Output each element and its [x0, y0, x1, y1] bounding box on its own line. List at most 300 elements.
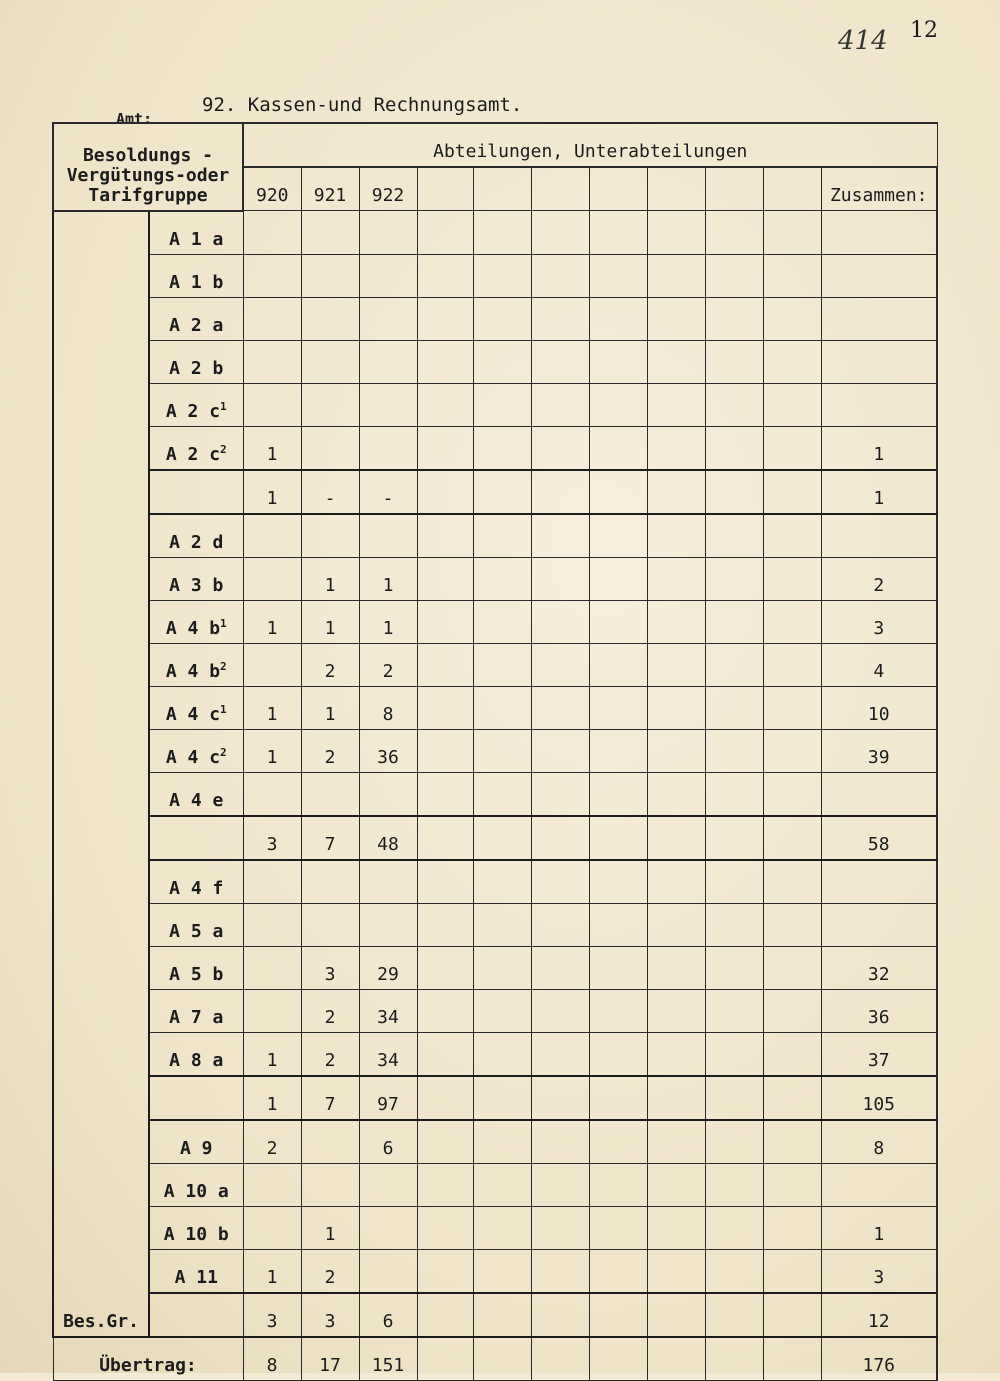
col-empty [763, 167, 821, 211]
empty-cell [647, 1293, 705, 1337]
value-cell-921: 2 [301, 989, 359, 1032]
empty-cell [473, 297, 531, 340]
empty-cell [417, 600, 473, 643]
empty-cell [647, 1032, 705, 1076]
col-922: 922 [359, 167, 417, 211]
col-921: 921 [301, 167, 359, 211]
empty-cell [473, 340, 531, 383]
empty-cell [417, 470, 473, 514]
total-cell: 58 [821, 816, 937, 860]
value-cell-921: 2 [301, 729, 359, 772]
empty-cell [763, 729, 821, 772]
empty-cell [417, 211, 473, 255]
value-cell-922 [359, 426, 417, 470]
value-cell-921: 2 [301, 1032, 359, 1076]
empty-cell [589, 903, 647, 946]
empty-cell [763, 254, 821, 297]
value-cell-920: 1 [243, 470, 301, 514]
table-row [53, 340, 937, 383]
empty-cell [473, 1249, 531, 1293]
value-cell-921: 3 [301, 946, 359, 989]
value-cell-922 [359, 383, 417, 426]
value-cell-922: 1 [359, 600, 417, 643]
value-cell-921 [301, 1120, 359, 1164]
salary-group-cell: A 4 $c^2$ [149, 729, 243, 772]
empty-cell [473, 254, 531, 297]
empty-cell [705, 772, 763, 816]
salary-group-cell: A 11 [149, 1249, 243, 1293]
table-row [53, 1249, 937, 1293]
subtotal-row [53, 470, 937, 514]
empty-cell [647, 686, 705, 729]
total-cell: 12 [821, 1293, 937, 1337]
empty-cell [705, 1076, 763, 1120]
empty-cell [589, 297, 647, 340]
empty-cell [763, 557, 821, 600]
empty-cell [531, 903, 589, 946]
empty-cell [589, 211, 647, 255]
empty-cell [589, 860, 647, 904]
empty-cell [417, 1337, 473, 1381]
salary-group-table [52, 122, 938, 1381]
empty-cell [589, 946, 647, 989]
salary-group-cell: A 10 a [149, 1163, 243, 1206]
value-cell-922: 6 [359, 1293, 417, 1337]
value-cell-920 [243, 772, 301, 816]
value-cell-920: 1 [243, 686, 301, 729]
salary-group-cell: A 4 $b^2$ [149, 643, 243, 686]
table-row [53, 254, 937, 297]
salary-group-cell: A 4 $c^1$ [149, 686, 243, 729]
empty-cell [705, 946, 763, 989]
salary-group-cell: A 1 a [149, 211, 243, 255]
col-empty [589, 167, 647, 211]
subtotal-row [53, 816, 937, 860]
empty-cell [763, 1032, 821, 1076]
value-cell-920 [243, 1163, 301, 1206]
empty-cell [763, 816, 821, 860]
amt-title: 92. Kassen-und Rechnungsamt. [202, 94, 523, 116]
empty-cell [647, 470, 705, 514]
empty-cell [589, 989, 647, 1032]
value-cell-921: 1 [301, 1206, 359, 1249]
empty-cell [647, 211, 705, 255]
total-cell [821, 903, 937, 946]
empty-cell [647, 600, 705, 643]
empty-cell [531, 772, 589, 816]
empty-cell [647, 816, 705, 860]
empty-cell [417, 946, 473, 989]
table-row [53, 383, 937, 426]
empty-cell [473, 1032, 531, 1076]
empty-cell [647, 1163, 705, 1206]
carryover-value-920: 8 [243, 1337, 301, 1381]
besgr-label: Bes.Gr. [53, 211, 149, 1337]
empty-cell [531, 600, 589, 643]
value-cell-921: 2 [301, 643, 359, 686]
salary-group-cell: A 5 b [149, 946, 243, 989]
empty-cell [705, 860, 763, 904]
salary-group-cell: A 1 b [149, 254, 243, 297]
salary-group-cell: A 8 a [149, 1032, 243, 1076]
value-cell-921 [301, 254, 359, 297]
empty-cell [647, 946, 705, 989]
empty-cell [531, 1293, 589, 1337]
empty-cell [473, 729, 531, 772]
value-cell-922: 2 [359, 643, 417, 686]
table-row [53, 946, 937, 989]
value-cell-922: 1 [359, 557, 417, 600]
value-cell-920: 1 [243, 1032, 301, 1076]
empty-cell [589, 1032, 647, 1076]
total-cell: 36 [821, 989, 937, 1032]
salary-group-cell: A 7 a [149, 989, 243, 1032]
empty-cell [473, 470, 531, 514]
salary-group-cell [149, 1293, 243, 1337]
table-row [53, 600, 937, 643]
empty-cell [589, 514, 647, 558]
value-cell-921: 3 [301, 1293, 359, 1337]
table-row [53, 686, 937, 729]
folio-number: 414 [838, 26, 888, 56]
empty-cell [417, 686, 473, 729]
value-cell-921: 1 [301, 686, 359, 729]
carryover-row [53, 1337, 937, 1381]
total-cell: 1 [821, 426, 937, 470]
empty-cell [473, 557, 531, 600]
empty-cell [647, 643, 705, 686]
empty-cell [417, 340, 473, 383]
value-cell-922 [359, 772, 417, 816]
empty-cell [763, 643, 821, 686]
empty-cell [589, 1206, 647, 1249]
empty-cell [589, 1249, 647, 1293]
carryover-total: 176 [821, 1337, 937, 1381]
salary-group-cell: A 2 a [149, 297, 243, 340]
empty-cell [589, 600, 647, 643]
empty-cell [473, 946, 531, 989]
table-row [53, 1206, 937, 1249]
salary-group-cell: A 4 e [149, 772, 243, 816]
empty-cell [763, 860, 821, 904]
value-cell-922 [359, 211, 417, 255]
total-heading: Zusammen: [821, 167, 937, 211]
value-cell-921 [301, 514, 359, 558]
empty-cell [417, 643, 473, 686]
empty-cell [647, 383, 705, 426]
total-cell: 10 [821, 686, 937, 729]
empty-cell [531, 816, 589, 860]
amt-label: Amt: [116, 110, 153, 128]
empty-cell [647, 1249, 705, 1293]
value-cell-921: 2 [301, 1249, 359, 1293]
empty-cell [473, 1206, 531, 1249]
empty-cell [417, 514, 473, 558]
empty-cell [531, 557, 589, 600]
empty-cell [589, 557, 647, 600]
empty-cell [531, 1249, 589, 1293]
value-cell-920 [243, 946, 301, 989]
empty-cell [647, 772, 705, 816]
value-cell-922: 29 [359, 946, 417, 989]
salary-group-cell: A 3 b [149, 557, 243, 600]
empty-cell [763, 514, 821, 558]
empty-cell [589, 1163, 647, 1206]
table-row [53, 729, 937, 772]
empty-cell [647, 254, 705, 297]
total-cell [821, 860, 937, 904]
empty-cell [531, 383, 589, 426]
empty-cell [763, 989, 821, 1032]
empty-cell [589, 643, 647, 686]
value-cell-922: 48 [359, 816, 417, 860]
empty-cell [763, 686, 821, 729]
empty-cell [473, 1076, 531, 1120]
empty-cell [647, 557, 705, 600]
empty-cell [531, 297, 589, 340]
total-cell: 4 [821, 643, 937, 686]
empty-cell [589, 383, 647, 426]
empty-cell [763, 772, 821, 816]
empty-cell [763, 903, 821, 946]
salary-group-cell: A 2 $c^2$ [149, 426, 243, 470]
value-cell-920 [243, 514, 301, 558]
empty-cell [705, 989, 763, 1032]
departments-heading: Abteilungen, Unterabteilungen [243, 123, 937, 167]
empty-cell [531, 643, 589, 686]
salary-group-cell: A 4 f [149, 860, 243, 904]
total-cell: 2 [821, 557, 937, 600]
empty-cell [417, 1249, 473, 1293]
value-cell-922: 8 [359, 686, 417, 729]
empty-cell [763, 1249, 821, 1293]
empty-cell [473, 426, 531, 470]
empty-cell [417, 1032, 473, 1076]
table-row [53, 772, 937, 816]
group-heading: Besoldungs - Vergütungs-oder Tarifgruppe [53, 123, 243, 211]
total-cell [821, 514, 937, 558]
table-row [53, 426, 937, 470]
value-cell-921 [301, 383, 359, 426]
empty-cell [647, 729, 705, 772]
empty-cell [705, 816, 763, 860]
empty-cell [705, 1163, 763, 1206]
empty-cell [763, 1206, 821, 1249]
value-cell-921: 1 [301, 600, 359, 643]
table-row [53, 860, 937, 904]
empty-cell [417, 989, 473, 1032]
value-cell-922 [359, 340, 417, 383]
value-cell-920 [243, 340, 301, 383]
empty-cell [589, 470, 647, 514]
table-row [53, 211, 937, 255]
empty-cell [705, 600, 763, 643]
empty-cell [417, 860, 473, 904]
empty-cell [473, 989, 531, 1032]
empty-cell [647, 297, 705, 340]
carryover-value-921: 17 [301, 1337, 359, 1381]
empty-cell [473, 816, 531, 860]
value-cell-920: 3 [243, 816, 301, 860]
empty-cell [417, 297, 473, 340]
empty-cell [763, 1293, 821, 1337]
salary-group-cell: A 10 b [149, 1206, 243, 1249]
total-cell [821, 254, 937, 297]
total-cell: 32 [821, 946, 937, 989]
empty-cell [647, 1337, 705, 1381]
value-cell-920: 1 [243, 729, 301, 772]
value-cell-920 [243, 903, 301, 946]
empty-cell [763, 383, 821, 426]
empty-cell [417, 383, 473, 426]
empty-cell [473, 1337, 531, 1381]
empty-cell [705, 1206, 763, 1249]
empty-cell [763, 1163, 821, 1206]
table-row [53, 643, 937, 686]
value-cell-922 [359, 903, 417, 946]
empty-cell [531, 426, 589, 470]
empty-cell [589, 254, 647, 297]
value-cell-921 [301, 297, 359, 340]
value-cell-921 [301, 860, 359, 904]
empty-cell [705, 254, 763, 297]
empty-cell [417, 1163, 473, 1206]
value-cell-920 [243, 643, 301, 686]
empty-cell [705, 729, 763, 772]
value-cell-920: 1 [243, 1076, 301, 1120]
empty-cell [589, 1293, 647, 1337]
empty-cell [647, 426, 705, 470]
empty-cell [589, 426, 647, 470]
empty-cell [531, 1163, 589, 1206]
empty-cell [417, 729, 473, 772]
value-cell-922 [359, 860, 417, 904]
total-cell: 37 [821, 1032, 937, 1076]
table-row [53, 1163, 937, 1206]
empty-cell [705, 297, 763, 340]
empty-cell [531, 989, 589, 1032]
empty-cell [531, 1206, 589, 1249]
value-cell-921 [301, 426, 359, 470]
empty-cell [417, 426, 473, 470]
salary-group-cell: A 2 d [149, 514, 243, 558]
empty-cell [473, 1293, 531, 1337]
empty-cell [589, 1120, 647, 1164]
value-cell-922 [359, 1206, 417, 1249]
value-cell-921: 7 [301, 1076, 359, 1120]
value-cell-920: 1 [243, 600, 301, 643]
value-cell-920 [243, 1206, 301, 1249]
empty-cell [589, 729, 647, 772]
empty-cell [473, 514, 531, 558]
salary-group-cell: A 5 a [149, 903, 243, 946]
table-row [53, 1120, 937, 1164]
empty-cell [473, 1120, 531, 1164]
empty-cell [705, 643, 763, 686]
empty-cell [473, 860, 531, 904]
col-empty [705, 167, 763, 211]
table-row [53, 989, 937, 1032]
value-cell-920 [243, 211, 301, 255]
value-cell-920: 1 [243, 426, 301, 470]
value-cell-922: - [359, 470, 417, 514]
col-920: 920 [243, 167, 301, 211]
empty-cell [647, 514, 705, 558]
value-cell-922: 6 [359, 1120, 417, 1164]
value-cell-922: 34 [359, 989, 417, 1032]
empty-cell [473, 686, 531, 729]
salary-group-cell [149, 470, 243, 514]
total-cell: 3 [821, 1249, 937, 1293]
empty-cell [589, 340, 647, 383]
empty-cell [531, 514, 589, 558]
empty-cell [473, 643, 531, 686]
value-cell-922: 97 [359, 1076, 417, 1120]
table-row [53, 514, 937, 558]
empty-cell [589, 686, 647, 729]
empty-cell [417, 816, 473, 860]
value-cell-921 [301, 903, 359, 946]
empty-cell [647, 860, 705, 904]
empty-cell [763, 1337, 821, 1381]
value-cell-920 [243, 383, 301, 426]
table-row [53, 297, 937, 340]
empty-cell [531, 211, 589, 255]
total-cell: 39 [821, 729, 937, 772]
value-cell-921 [301, 340, 359, 383]
subtotal-row [53, 1293, 937, 1337]
value-cell-921 [301, 211, 359, 255]
empty-cell [647, 903, 705, 946]
salary-group-cell: A 2 $c^1$ [149, 383, 243, 426]
value-cell-922: 34 [359, 1032, 417, 1076]
value-cell-920 [243, 254, 301, 297]
empty-cell [763, 470, 821, 514]
empty-cell [531, 1337, 589, 1381]
total-cell [821, 383, 937, 426]
value-cell-921 [301, 772, 359, 816]
empty-cell [647, 1120, 705, 1164]
total-cell [821, 1163, 937, 1206]
empty-cell [589, 1076, 647, 1120]
salary-group-cell [149, 816, 243, 860]
empty-cell [647, 340, 705, 383]
salary-group-cell: A 2 b [149, 340, 243, 383]
empty-cell [417, 1293, 473, 1337]
empty-cell [647, 1206, 705, 1249]
empty-cell [705, 1293, 763, 1337]
empty-cell [473, 383, 531, 426]
value-cell-920: 2 [243, 1120, 301, 1164]
empty-cell [705, 1249, 763, 1293]
empty-cell [589, 772, 647, 816]
value-cell-920: 3 [243, 1293, 301, 1337]
empty-cell [705, 470, 763, 514]
empty-cell [705, 686, 763, 729]
empty-cell [473, 1163, 531, 1206]
col-empty [417, 167, 473, 211]
col-empty [647, 167, 705, 211]
empty-cell [473, 211, 531, 255]
value-cell-920: 1 [243, 1249, 301, 1293]
salary-group-cell: A 4 $b^1$ [149, 600, 243, 643]
empty-cell [531, 1032, 589, 1076]
value-cell-921: 1 [301, 557, 359, 600]
empty-cell [531, 860, 589, 904]
value-cell-922 [359, 297, 417, 340]
empty-cell [763, 600, 821, 643]
empty-cell [705, 557, 763, 600]
